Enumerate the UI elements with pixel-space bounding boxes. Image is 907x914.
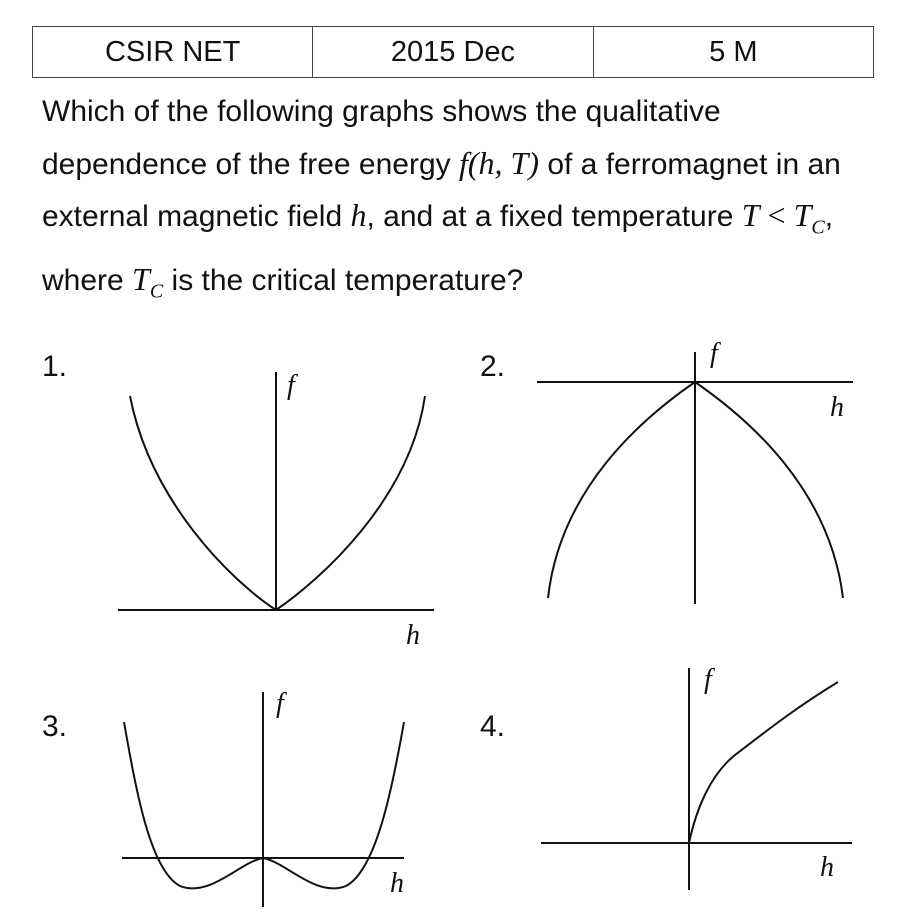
field-symbol: h — [350, 197, 367, 233]
graph-1 — [118, 370, 434, 651]
critical-temp-T-2: T — [132, 260, 150, 297]
temperature-symbol: T — [741, 197, 760, 233]
free-energy-symbol: f — [458, 144, 468, 181]
marks-cell: 5 M — [593, 27, 873, 78]
graph-1-curve — [130, 396, 425, 610]
less-than-sign: < — [759, 197, 794, 233]
question-part1: Which of the following graphs shows the qualitative dependence of the free energy — [42, 95, 721, 181]
exam-cell: CSIR NET — [33, 27, 313, 78]
graph-3-f-label: f — [276, 688, 284, 719]
critical-temp-sub: C — [811, 216, 825, 239]
option-3-number: 3. — [42, 710, 68, 743]
critical-temp-T: T — [793, 197, 812, 233]
session-cell: 2015 Dec — [313, 27, 593, 78]
option-2-number: 2. — [480, 350, 506, 383]
graph-1-h-label: h — [406, 620, 420, 651]
question-part5: is the critical temperature? — [163, 263, 524, 297]
critical-temp-sub-2: C — [149, 280, 164, 303]
graph-2-f-label: f — [710, 338, 718, 369]
graph-2 — [537, 338, 853, 604]
graph-4-curve — [689, 682, 838, 843]
option-4-number: 4. — [480, 710, 506, 743]
question-part2: of a ferromagnet in an external magnetic field — [42, 147, 841, 233]
graph-4-h-label: h — [820, 852, 834, 883]
graph-3 — [122, 688, 404, 907]
graph-1-f-label: f — [287, 370, 295, 401]
graph-3-h-label: h — [390, 868, 404, 899]
graph-4-f-label: f — [704, 664, 712, 695]
question-part3: , and at a fixed temperature — [366, 200, 742, 233]
question-part4: , where — [42, 200, 834, 297]
graph-4 — [541, 664, 852, 890]
graph-2-h-label: h — [830, 392, 844, 423]
option-1-number: 1. — [42, 350, 68, 383]
free-energy-args: (h, T) — [467, 144, 539, 181]
